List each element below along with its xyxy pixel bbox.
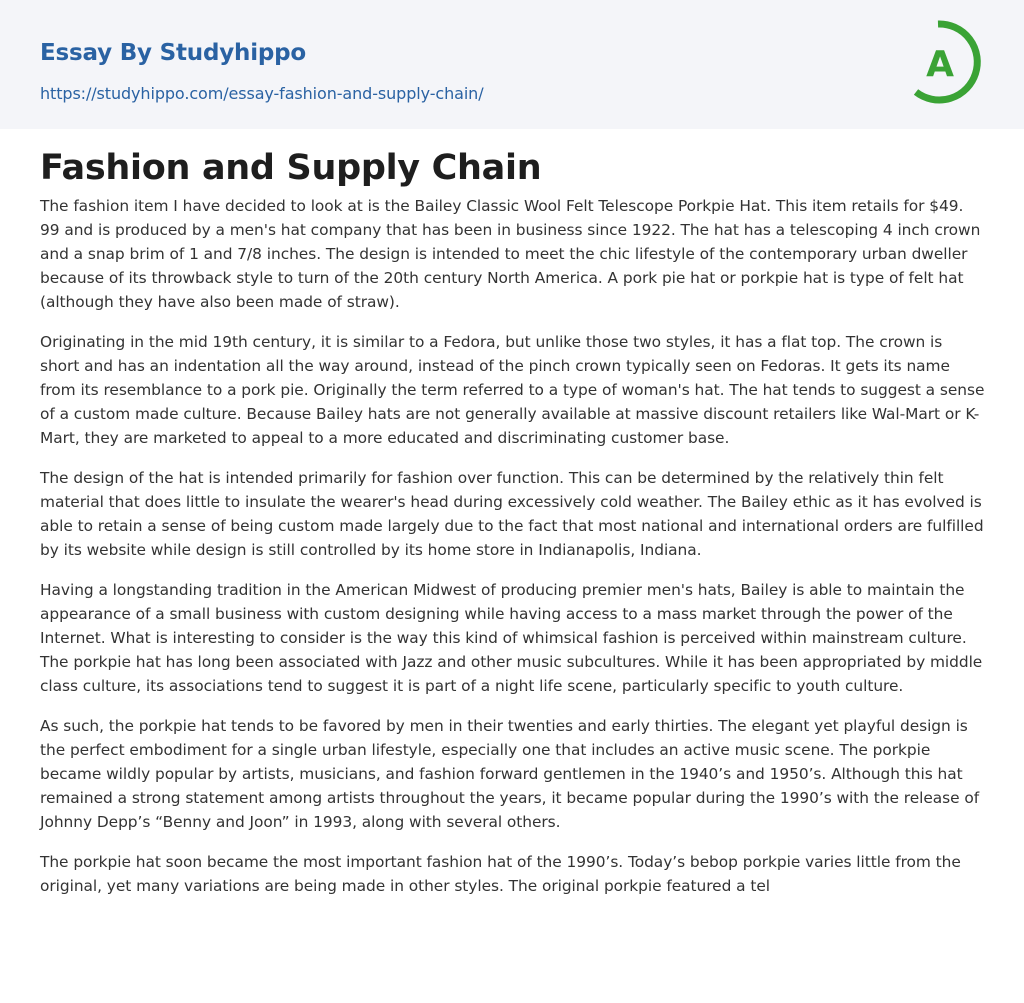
logo-letter: A [926, 44, 954, 85]
essay-paragraph: The porkpie hat soon became the most important fashion hat of the 1990’s. Today’s bebop porkpie varies little from the original, yet many variations are being made in other styles. The original porkpie featured a tel [40, 853, 961, 895]
essay-body [40, 194, 985, 914]
essay-paragraph: The design of the hat is intended primarily for fashion over function. This can be determined by the relatively thin felt material that does little to insulate the wearer's head during excessively cold weather. The Bailey ethic as it has evolved is able to retain a sense of being custom made largely due to the fact that most national and international orders are fulfilled by its website while design is still controlled by its home store in Indianapolis, Indiana. [40, 469, 984, 559]
essay-url-link[interactable]: https://studyhippo.com/essay-fashion-and-supply-chain/ [40, 84, 484, 103]
essay-paragraph: As such, the porkpie hat tends to be favored by men in their twenties and early thirties. The elegant yet playful design is the perfect embodiment for a single urban lifestyle, especially one that includes an active music scene. The porkpie became wildly popular by artists, musicians, and fashion forward gentlemen in the 1940’s and 1950’s. Although this hat remained a strong statement among artists throughout the years, it became popular during the 1990’s with the release of Johnny Depp’s “Benny and Joon” in 1993, along with several others. [40, 717, 980, 831]
brand-title[interactable]: Essay By Studyhippo [40, 40, 307, 66]
essay-paragraph: Having a longstanding tradition in the American Midwest of producing premier men's hats, Bailey is able to maintain the appearance of a small business with custom designing while having access to a mass market through the power of the Internet. What is interesting to consider is the way this kind of whimsical fashion is perceived within mainstream culture. The porkpie hat has long been associated with Jazz and other music subcultures. While it has been appropriated by middle class culture, its associations tend to suggest it is part of a night life scene, particularly specific to youth culture. [40, 581, 983, 695]
logo-ring-icon [908, 18, 988, 106]
essay-paragraph: The fashion item I have decided to look at is the Bailey Classic Wool Felt Telescope Porkpie Hat. This item retails for $49. 99 and is produced by a men's hat company that has been in business since 1922. The hat has a telescoping 4 inch crown and a snap brim of 1 and 7/8 inches. The design is intended to meet the chic lifestyle of the contemporary urban dweller because of its throwback style to turn of the 20th century North America. A pork pie hat or porkpie hat is type of felt hat (although they have also been made of straw). [40, 197, 981, 311]
essay-title: Fashion and Supply Chain [40, 148, 542, 188]
site-header [0, 0, 1024, 129]
studyhippo-logo-icon[interactable] [908, 18, 988, 106]
essay-paragraph: Originating in the mid 19th century, it is similar to a Fedora, but unlike those two styles, it has a flat top. The crown is short and has an indentation all the way around, instead of the pinch crown typically seen on Fedoras. It gets its name from its resemblance to a pork pie. Originally the term referred to a type of woman's hat. The hat tends to suggest a sense of a custom made culture. Because Bailey hats are not generally available at massive discount retailers like Wal-Mart or K-Mart, they are marketed to appeal to a more educated and discriminating customer base. [40, 333, 985, 447]
